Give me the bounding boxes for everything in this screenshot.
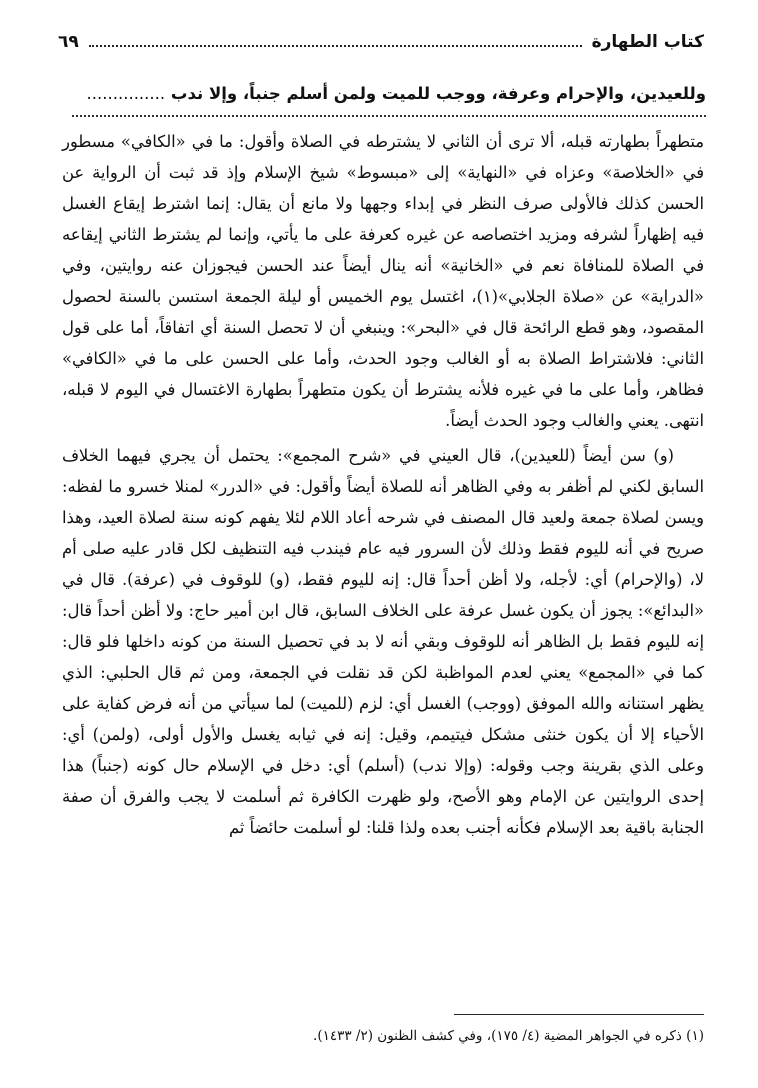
- commentary-text: [62, 126, 704, 843]
- paragraph-2: (و) سن أيضاً (للعيدين)، قال العيني في «شرح المجمع»: يحتمل أن يجري فيهما الخلاف السابق لكني لم أظفر به وفي الظاهر أنه للصلاة أيضاً وأقول: في «الدرر» لمنلا خسرو ما لفظه: ويسن لصلاة جمعة ولعيد قال المصنف في شرحه أعاد اللام لئلا يفهم كونه سنة لصلاة العيد، وهذا صريح في أنه لليوم فقط وذلك لأن السرور فيه عام فيندب فيه التنظيف لكل قادر عليه صلى أم لا، (والإحرام) أي: لأجله، ولا أظن أحداً قال: إنه لليوم فقط، (و) للوقوف في (عرفة). قال في «البدائع»: يجوز أن يكون غسل عرفة على الخلاف السابق، قال ابن أمير حاج: ولا أظن أحداً قال: إنه لليوم فقط بل الظاهر أنه للوقوف وبقي أنه لا بد في تحصيل السنة من كونه داخلها فلو قال: كما في «المجمع» يعني لعدم المواظبة لكن قد نقلت في الجمعة، ومن ثم قال الحلبي: الذي يظهر استنانه والله الموفق (ووجب) الغسل أي: لزم (للميت) لما سيأتي من أنه فرض كفاية على الأحياء إلا أن يكون خنثى مشكل فيتيمم، وقيل: إنه في ثيابه يغسل والأول أولى، (ولمن) أي: وعلى الذي بقرينة وجب وقوله: (وإلا ندب) (أسلم) أي: دخل في الإسلام حال كونه (جنباً) هذا إحدى الروايتين عن الإمام وهو الأصح، ولو ظهرت الكافرة ثم أسلمت لا يجب والفرق أن صفة الجنابة باقية بعد الإسلام فكأنه أجنب بعده ولذا قلنا: لو أسلمت حائضاً ثم: [62, 446, 704, 837]
- header-dotted-rule: [89, 45, 582, 47]
- matn-divider: [72, 115, 706, 117]
- paragraph-1: متطهراً بطهارته قبله، ألا ترى أن الثاني لا يشترطه في الصلاة وأقول: ما في «الكافي» مسطور في «الخلاصة» وعزاه في «النهاية» إلى «مبسوط» شيخ الإسلام وإذ قد ثبت أن الرواية عن الحسن كذلك فالأولى صرف النظر في إبداء وجهها ولا مانع أن يقال: إنما اشترط إيقاع الغسل فيه إظهاراً لشرفه ومزيد اختصاصه عن غيره كعرفة على ما يأتي، وإنما لم يشترط الثاني إيقاعه في الصلاة للمنافاة نعم في «الخانية» أنه ينال أيضاً عند الحسن فيجوزان عنه روايتين، وفي «الدراية» عن «صلاة الجلابي»(١)، اغتسل يوم الخميس أو ليلة الجمعة استسن بالسنة لحصول المقصود، وهو قطع الرائحة قال في «البحر»: وينبغي أن لا تحصل السنة أي اتفاقاً، أما على قول الثاني: فلاشتراط الصلاة به أو الغالب وجود الحدث، وأما على الحسن على ما في «الكافي» فظاهر، وأما على ما في غيره فلأنه يشترط أن يكون متطهراً بطهارة الاغتسال في اليوم لا قبله، انتهى. يعني والغالب وجود الحدث أيضاً.: [62, 132, 705, 430]
- running-header: [58, 28, 704, 56]
- matn-line: [72, 80, 706, 108]
- footnote-separator: [454, 1014, 704, 1015]
- matn-text: وللعيدين، والإحرام وعرفة، ووجب للميت ولمن أسلم جنباً، وإلا ندب: [170, 84, 706, 103]
- footnote: (١) ذكره في الجواهر المضية (٤/ ١٧٥)، وفي كشف الظنون (٢/ ١٤٣٣).: [313, 1028, 704, 1044]
- book-title: كتاب الطهارة: [591, 32, 704, 52]
- page-number: ٦٩: [58, 32, 79, 52]
- matn-dots: ...............: [86, 84, 166, 103]
